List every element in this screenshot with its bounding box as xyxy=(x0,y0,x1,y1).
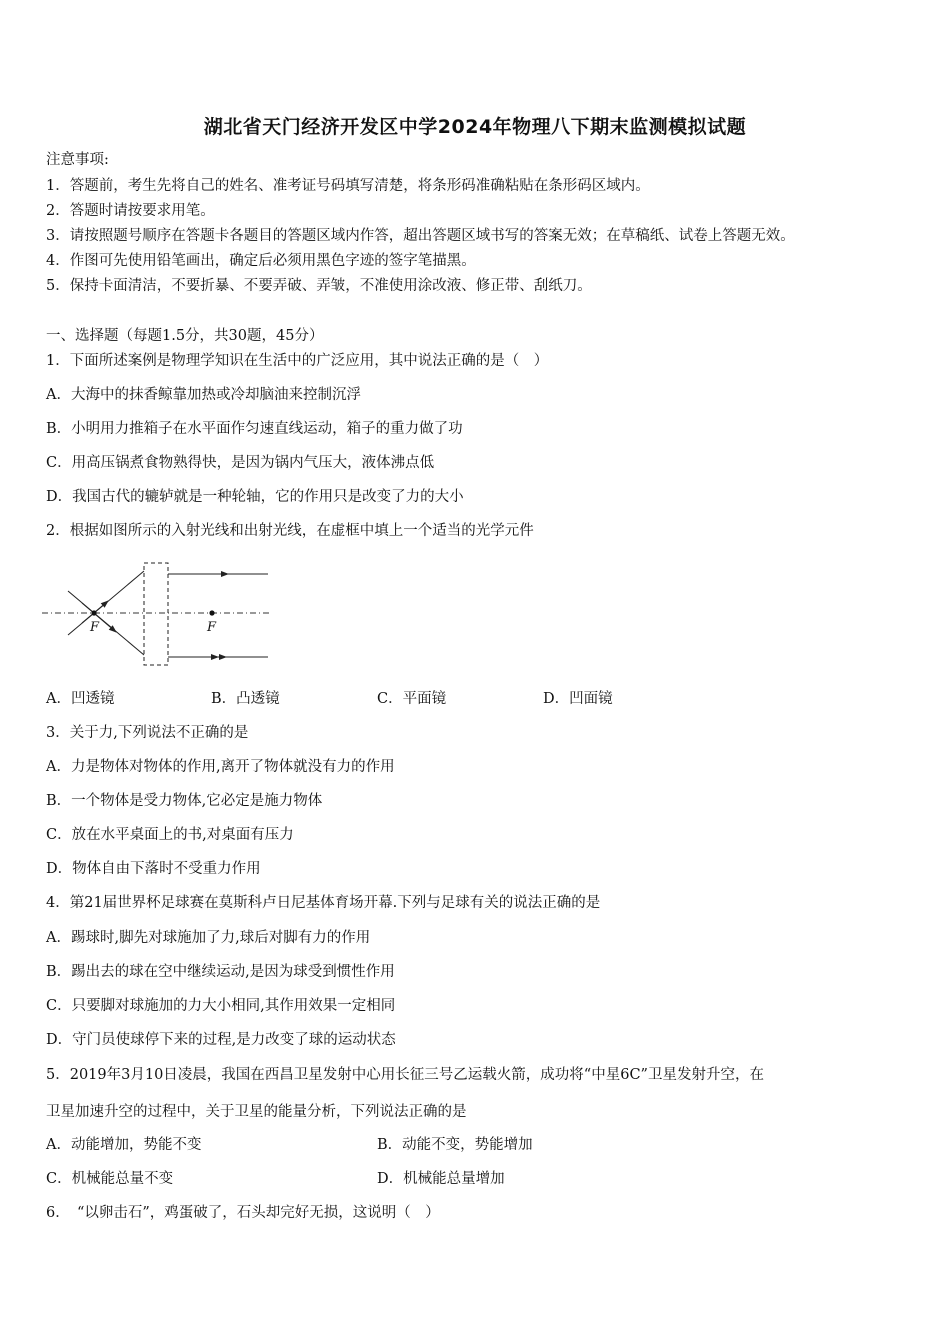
question-1-option-d: D．我国古代的辘轳就是一种轮轴，它的作用只是改变了力的大小 xyxy=(46,489,464,505)
question-2-option-b: B．凸透镜 xyxy=(211,691,280,707)
question-4-stem: 4．第21届世界杯足球赛在莫斯科卢日尼基体育场开幕.下列与足球有关的说法正确的是 xyxy=(46,895,601,911)
question-3-option-d: D．物体自由下落时不受重力作用 xyxy=(46,861,261,877)
question-3-option-c: C．放在水平桌面上的书,对桌面有压力 xyxy=(46,827,294,843)
focus-label-left: F xyxy=(90,620,100,635)
section-heading: 一、选择题（每题1.5分，共30题，45分） xyxy=(46,328,324,344)
question-4-option-d: D．守门员使球停下来的过程,是力改变了球的运动状态 xyxy=(46,1032,396,1048)
question-3-option-a: A．力是物体对物体的作用,离开了物体就没有力的作用 xyxy=(46,759,395,775)
question-2-option-d: D．凹面镜 xyxy=(543,691,613,707)
focus-label-right: F xyxy=(207,620,217,635)
notice-item: 2．答题时请按要求用笔。 xyxy=(46,203,215,219)
notice-item: 3．请按照题号顺序在答题卡各题目的答题区域内作答，超出答题区域书写的答案无效；在草稿纸、试卷上答题无效。 xyxy=(46,228,795,244)
notice-heading: 注意事项: xyxy=(46,152,109,168)
right-focus-point xyxy=(209,610,214,615)
question-4-option-a: A．踢球时,脚先对球施加了力,球后对脚有力的作用 xyxy=(46,930,371,946)
dashed-box xyxy=(144,563,168,665)
question-5-stem-line-1: 5．2019年3月10日凌晨，我国在西昌卫星发射中心用长征三号乙运载火箭，成功将“中星6C”卫星发射升空，在 xyxy=(46,1067,764,1083)
notice-item: 4．作图可先使用铅笔画出，确定后必须用黑色字迹的签字笔描黑。 xyxy=(46,253,476,269)
question-5-option-d: D．机械能总量增加 xyxy=(377,1171,505,1187)
question-5-option-b: B．动能不变，势能增加 xyxy=(377,1137,533,1153)
question-1-stem: 1．下面所述案例是物理学知识在生活中的广泛应用，其中说法正确的是（ ） xyxy=(46,353,549,369)
question-1-option-c: C．用高压锅煮食物熟得快，是因为锅内气压大，液体沸点低 xyxy=(46,455,435,471)
question-1-option-b: B．小明用力推箱子在水平面作匀速直线运动，箱子的重力做了功 xyxy=(46,421,463,437)
optics-diagram xyxy=(40,555,280,673)
question-2-stem: 2．根据如图所示的入射光线和出射光线，在虚框中填上一个适当的光学元件 xyxy=(46,523,534,539)
left-focus-point xyxy=(91,610,96,615)
question-4-option-c: C．只要脚对球施加的力大小相同,其作用效果一定相同 xyxy=(46,998,396,1014)
question-6-stem: 6． “以卵击石”，鸡蛋破了，石头却完好无损，这说明（ ） xyxy=(46,1205,440,1221)
question-1-option-a: A．大海中的抹香鲸靠加热或冷却脑油来控制沉浮 xyxy=(46,387,361,403)
question-2-option-c: C．平面镜 xyxy=(377,691,447,707)
question-5-stem-line-2: 卫星加速升空的过程中，关于卫星的能量分析，下列说法正确的是 xyxy=(46,1104,467,1120)
question-5-option-c: C．机械能总量不变 xyxy=(46,1171,174,1187)
page-title: 湖北省天门经济开发区中学2024年物理八下期末监测模拟试题 xyxy=(203,116,747,138)
notice-item: 5．保持卡面清洁，不要折暴、不要弄破、弄皱，不准使用涂改液、修正带、刮纸刀。 xyxy=(46,278,592,294)
question-2-option-a: A．凹透镜 xyxy=(46,691,115,707)
question-3-option-b: B．一个物体是受力物体,它必定是施力物体 xyxy=(46,793,323,809)
question-3-stem: 3．关于力,下列说法不正确的是 xyxy=(46,725,249,741)
question-4-option-b: B．踢出去的球在空中继续运动,是因为球受到惯性作用 xyxy=(46,964,395,980)
notice-item: 1．答题前，考生先将自己的姓名、准考证号码填写清楚，将条形码准确粘贴在条形码区域内。 xyxy=(46,178,650,194)
question-5-option-a: A．动能增加，势能不变 xyxy=(46,1137,202,1153)
